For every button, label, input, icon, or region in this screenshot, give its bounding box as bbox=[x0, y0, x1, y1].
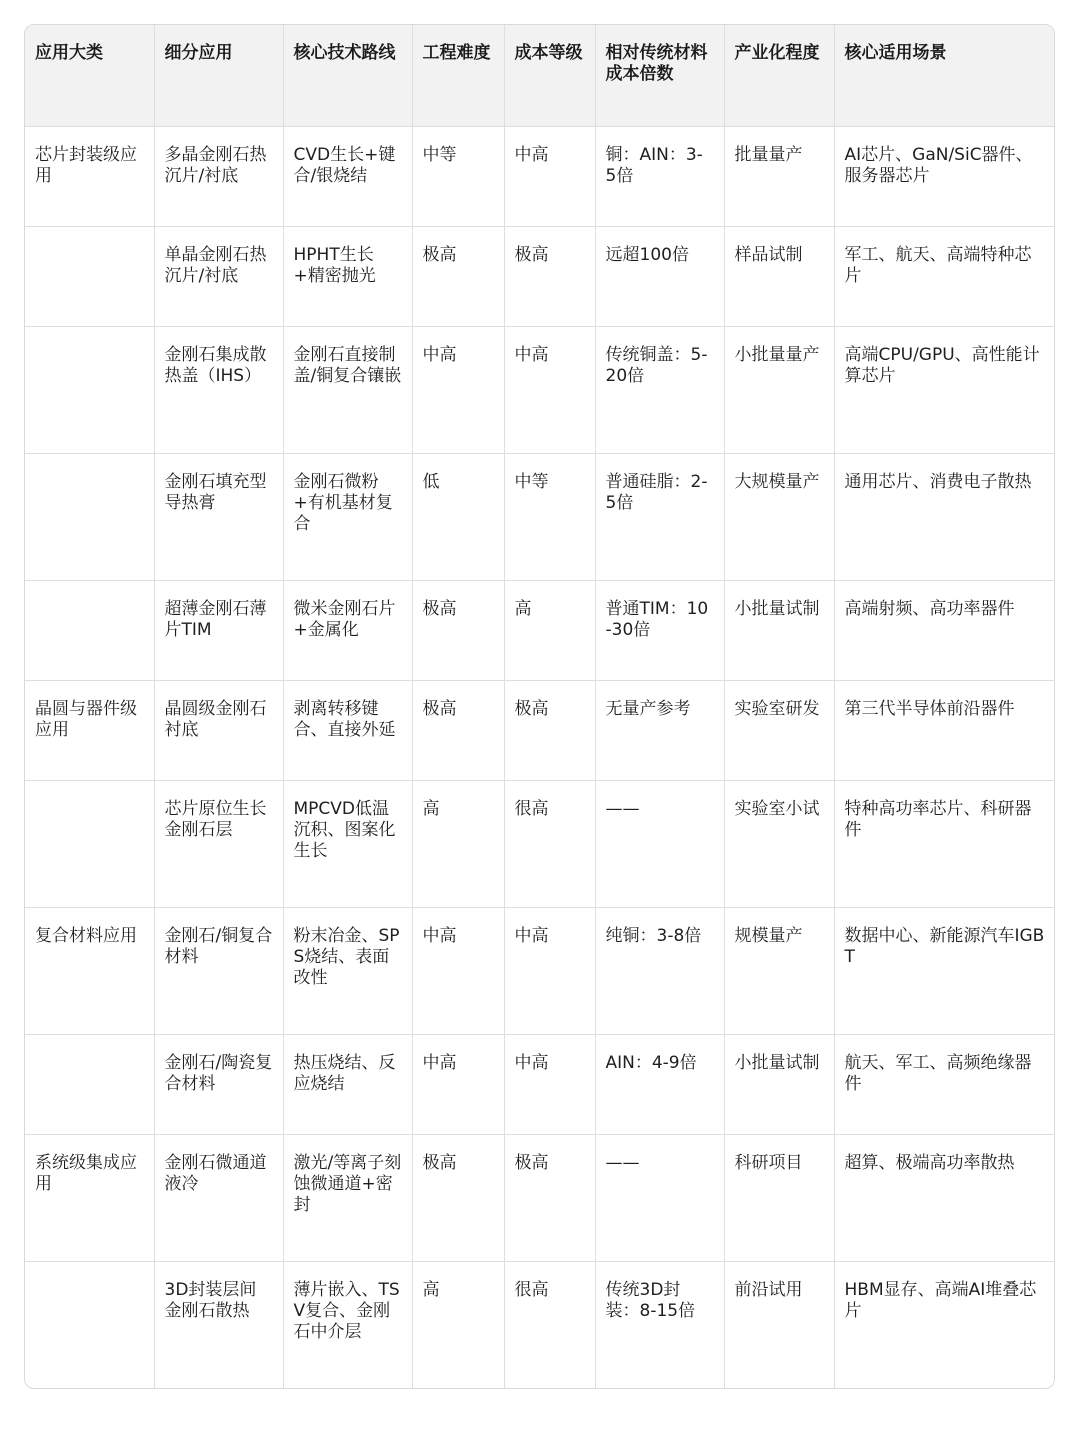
cell-cost-level: 很高 bbox=[504, 780, 595, 907]
cell-cost-multiple: 纯铜：3-8倍 bbox=[595, 907, 724, 1034]
cell-tech-route: 剥离转移键合、直接外延 bbox=[283, 680, 412, 780]
cell-category: 系统级集成应用 bbox=[25, 1134, 154, 1261]
cell-difficulty: 极高 bbox=[412, 680, 504, 780]
cell-industrialization: 大规模量产 bbox=[724, 453, 834, 580]
cell-industrialization: 小批量量产 bbox=[724, 326, 834, 453]
table-row bbox=[25, 1261, 1055, 1388]
cell-sub-application: 单晶金刚石热沉片/衬底 bbox=[154, 226, 283, 326]
cell-scenarios: HBM显存、高端AI堆叠芯片 bbox=[844, 1279, 1037, 1321]
application-table bbox=[25, 25, 1055, 1388]
cell-cost-multiple: 普通TIM：10-30倍 bbox=[595, 580, 724, 680]
cell-cost-multiple: 铜：AIN：3-5倍 bbox=[595, 126, 724, 226]
header-scenarios: 核心适用场景 bbox=[834, 25, 1055, 126]
cell-cost-multiple: 传统3D封装：8-15倍 bbox=[595, 1261, 724, 1388]
cell-tech-route: 粉末冶金、SPS烧结、表面改性 bbox=[283, 907, 412, 1034]
cell-cost-multiple: —— bbox=[595, 1134, 724, 1261]
cell-industrialization: 实验室小试 bbox=[724, 780, 834, 907]
cell-sub-application: 超薄金刚石薄片TIM bbox=[154, 580, 283, 680]
header-difficulty: 工程难度 bbox=[412, 25, 504, 126]
table-row bbox=[25, 580, 1055, 680]
cell-category: 晶圆与器件级应用 bbox=[25, 680, 154, 780]
table-row bbox=[25, 326, 1055, 453]
cell-category: 芯片封装级应用 bbox=[25, 126, 154, 226]
cell-scenarios: 数据中心、新能源汽车IGBT bbox=[834, 907, 1055, 1034]
cell-difficulty: 中高 bbox=[412, 907, 504, 1034]
cell-cost-level: 中高 bbox=[504, 1034, 595, 1134]
cell-scenarios: 军工、航天、高端特种芯片 bbox=[834, 226, 1055, 326]
cell-scenarios: 高端射频、高功率器件 bbox=[834, 580, 1055, 680]
cell-cost-multiple: 传统铜盖：5-20倍 bbox=[595, 326, 724, 453]
cell-tech-route: 薄片嵌入、TSV复合、金刚石中介层 bbox=[283, 1261, 412, 1388]
cell-sub-application: 晶圆级金刚石衬底 bbox=[154, 680, 283, 780]
cell-cost-level: 中高 bbox=[504, 126, 595, 226]
cell-scenarios: 通用芯片、消费电子散热 bbox=[834, 453, 1055, 580]
cell-industrialization: 科研项目 bbox=[724, 1134, 834, 1261]
cell-category bbox=[25, 1034, 154, 1134]
cell-industrialization: 批量量产 bbox=[724, 126, 834, 226]
cell-industrialization: 样品试制 bbox=[724, 226, 834, 326]
table-row bbox=[25, 126, 1055, 226]
cell-difficulty: 低 bbox=[412, 453, 504, 580]
table-body bbox=[25, 126, 1055, 1388]
cell-industrialization: 小批量试制 bbox=[724, 580, 834, 680]
cell-difficulty: 极高 bbox=[412, 580, 504, 680]
cell-industrialization: 前沿试用 bbox=[724, 1261, 834, 1388]
table-header bbox=[25, 25, 1055, 126]
cell-sub-application: 金刚石集成散热盖（IHS） bbox=[154, 326, 283, 453]
cell-scenarios: 超算、极端高功率散热 bbox=[834, 1134, 1055, 1261]
cell-cost-multiple: 无量产参考 bbox=[595, 680, 724, 780]
cell-tech-route: 金刚石直接制盖/铜复合镶嵌 bbox=[283, 326, 412, 453]
cell-tech-route: 激光/等离子刻蚀微通道+密封 bbox=[283, 1134, 412, 1261]
cell-difficulty: 中高 bbox=[412, 1034, 504, 1134]
header-sub-application: 细分应用 bbox=[154, 25, 283, 126]
table-row bbox=[25, 680, 1055, 780]
cell-cost-level: 极高 bbox=[504, 226, 595, 326]
table-row bbox=[25, 780, 1055, 907]
cell-scenarios: 高端CPU/GPU、高性能计算芯片 bbox=[834, 326, 1055, 453]
cell-cost-level: 极高 bbox=[504, 680, 595, 780]
cell-sub-application: 多晶金刚石热沉片/衬底 bbox=[154, 126, 283, 226]
cell-tech-route: 微米金刚石片+金属化 bbox=[283, 580, 412, 680]
cell-scenarios: 第三代半导体前沿器件 bbox=[834, 680, 1055, 780]
header-row bbox=[25, 25, 1055, 126]
cell-cost-level: 高 bbox=[504, 580, 595, 680]
header-category: 应用大类 bbox=[25, 25, 154, 126]
cell-category bbox=[25, 580, 154, 680]
cell-tech-route: HPHT生长+精密抛光 bbox=[283, 226, 412, 326]
cell-difficulty: 极高 bbox=[412, 1134, 504, 1261]
cell-sub-application: 金刚石/铜复合材料 bbox=[154, 907, 283, 1034]
cell-category bbox=[25, 453, 154, 580]
cell-scenarios: 特种高功率芯片、科研器件 bbox=[834, 780, 1055, 907]
table-row bbox=[25, 907, 1055, 1034]
cell-tech-route: CVD生长+键合/银烧结 bbox=[283, 126, 412, 226]
data-table-container bbox=[24, 24, 1055, 1389]
cell-scenarios: AI芯片、GaN/SiC器件、服务器芯片 bbox=[834, 126, 1055, 226]
cell-industrialization: 小批量试制 bbox=[724, 1034, 834, 1134]
cell-cost-level: 中高 bbox=[504, 326, 595, 453]
cell-cost-multiple: 远超100倍 bbox=[595, 226, 724, 326]
cell-tech-route: 金刚石微粉+有机基材复合 bbox=[283, 453, 412, 580]
header-cost-level: 成本等级 bbox=[504, 25, 595, 126]
cell-difficulty: 中等 bbox=[412, 126, 504, 226]
table-row bbox=[25, 453, 1055, 580]
cell-difficulty: 极高 bbox=[412, 226, 504, 326]
cell-category bbox=[25, 1261, 154, 1388]
table-row bbox=[25, 226, 1055, 326]
cell-tech-route: MPCVD低温沉积、图案化生长 bbox=[283, 780, 412, 907]
cell-category bbox=[25, 326, 154, 453]
header-tech-route: 核心技术路线 bbox=[283, 25, 412, 126]
cell-category bbox=[25, 226, 154, 326]
cell-category: 复合材料应用 bbox=[25, 907, 154, 1034]
cell-category bbox=[25, 780, 154, 907]
cell-cost-multiple: 普通硅脂：2-5倍 bbox=[595, 453, 724, 580]
table-row bbox=[25, 1034, 1055, 1134]
cell-sub-application: 金刚石微通道液冷 bbox=[154, 1134, 283, 1261]
cell-sub-application: 金刚石/陶瓷复合材料 bbox=[154, 1034, 283, 1134]
cell-tech-route: 热压烧结、反应烧结 bbox=[283, 1034, 412, 1134]
cell-industrialization: 实验室研发 bbox=[724, 680, 834, 780]
cell-difficulty: 中高 bbox=[412, 326, 504, 453]
cell-cost-level: 中等 bbox=[504, 453, 595, 580]
cell-sub-application: 金刚石填充型导热膏 bbox=[154, 453, 283, 580]
cell-difficulty: 高 bbox=[412, 780, 504, 907]
cell-cost-multiple: AIN：4-9倍 bbox=[595, 1034, 724, 1134]
cell-cost-level: 很高 bbox=[504, 1261, 595, 1388]
cell-industrialization: 规模量产 bbox=[724, 907, 834, 1034]
cell-cost-level: 中高 bbox=[504, 907, 595, 1034]
cell-cost-level: 极高 bbox=[504, 1134, 595, 1261]
cell-scenarios: 航天、军工、高频绝缘器件 bbox=[834, 1034, 1055, 1134]
table-row bbox=[25, 1134, 1055, 1261]
cell-cost-multiple: —— bbox=[595, 780, 724, 907]
header-industrialization: 产业化程度 bbox=[724, 25, 834, 126]
header-cost-multiple: 相对传统材料成本倍数 bbox=[595, 25, 724, 126]
cell-difficulty: 高 bbox=[412, 1261, 504, 1388]
cell-sub-application: 芯片原位生长金刚石层 bbox=[154, 780, 283, 907]
cell-sub-application: 3D封装层间金刚石散热 bbox=[154, 1261, 283, 1388]
